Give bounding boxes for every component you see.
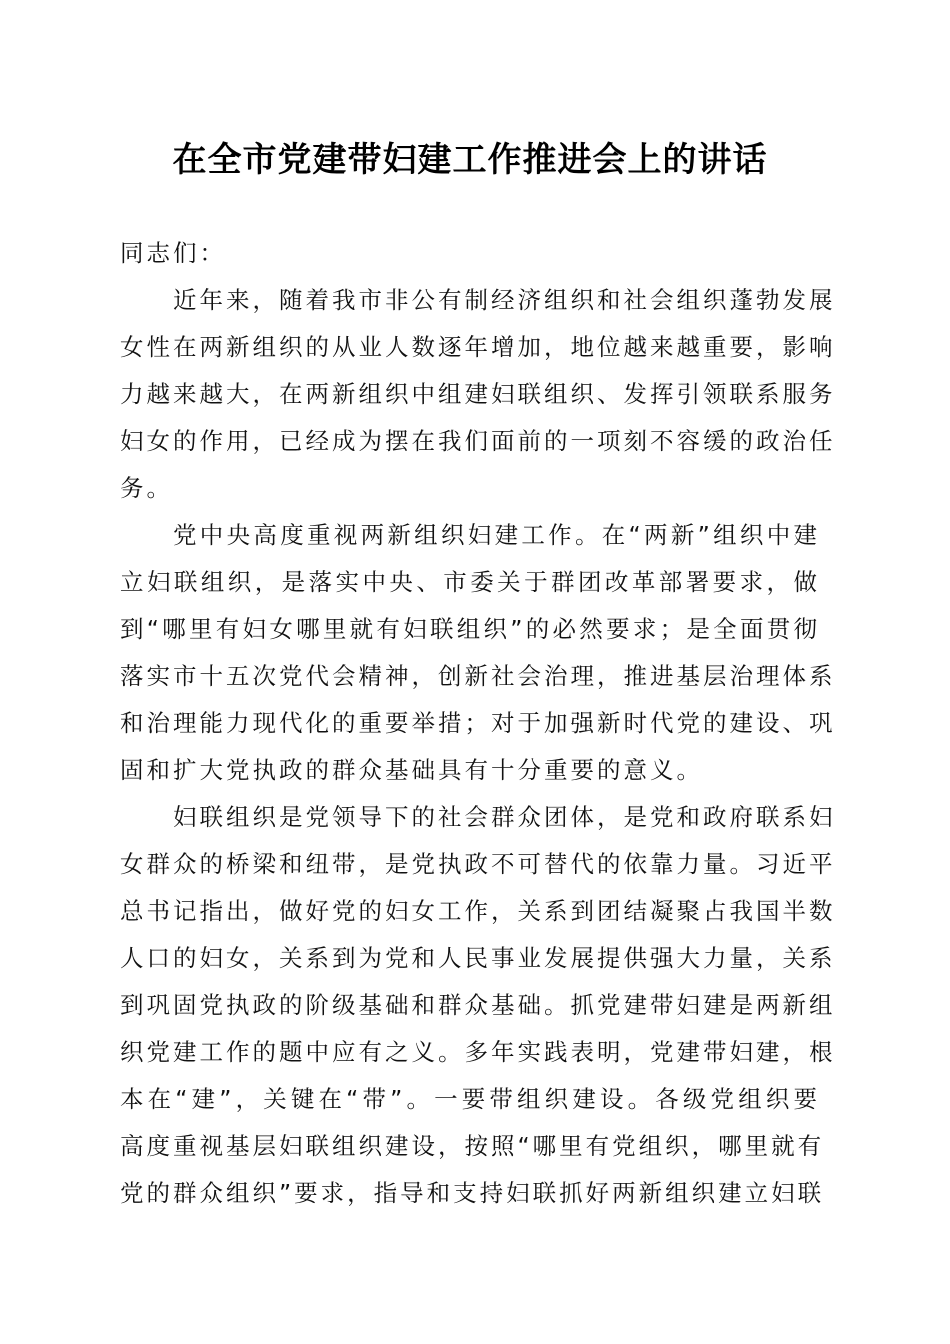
paragraph-1-line-3: 力越来越大，在两新组织中组建妇联组织、发挥引领联系服务: [120, 380, 836, 408]
paragraph-3-line-2: 女群众的桥梁和纽带，是党执政不可替代的依靠力量。习近平: [120, 850, 836, 878]
paragraph-3-line-9: 党的群众组织”要求，指导和支持妇联抓好两新组织建立妇联: [120, 1179, 825, 1207]
paragraph-1-line-4: 妇女的作用，已经成为摆在我们面前的一项刻不容缓的政治任: [120, 427, 836, 455]
paragraph-1-line-1: 近年来，随着我市非公有制经济组织和社会组织蓬勃发展: [173, 286, 836, 314]
paragraph-2-line-2: 立妇联组织，是落实中央、市委关于群团改革部署要求，做: [120, 568, 820, 596]
paragraph-1-line-5: 务。: [120, 474, 173, 502]
paragraph-1-line-2: 女性在两新组织的从业人数逐年增加，地位越来越重要，影响: [120, 333, 836, 361]
salutation: 同志们：: [120, 239, 226, 267]
paragraph-3-line-5: 到巩固党执政的阶级基础和群众基础。抓党建带妇建是两新组: [120, 991, 836, 1019]
paragraph-3-line-4: 人口的妇女，关系到为党和人民事业发展提供强大力量，关系: [120, 944, 836, 972]
paragraph-2-line-6: 固和扩大党执政的群众基础具有十分重要的意义。: [120, 756, 703, 784]
document-body: [120, 230, 836, 1217]
paragraph-3-line-3: 总书记指出，做好党的妇女工作，关系到团结凝聚占我国半数: [120, 897, 836, 925]
document-title: 在全市党建带妇建工作推进会上的讲话: [172, 140, 768, 180]
paragraph-2-line-1: 党中央高度重视两新组织妇建工作。在“两新”组织中建: [173, 521, 820, 549]
paragraph-3-line-8: 高度重视基层妇联组织建设，按照“哪里有党组织，哪里就有: [120, 1132, 825, 1160]
paragraph-2-line-4: 落实市十五次党代会精神，创新社会治理，推进基层治理体系: [120, 662, 836, 690]
paragraph-3-line-7: 本在“建”，关键在“带”。一要带组织建设。各级党组织要: [120, 1085, 820, 1113]
paragraph-3-line-6: 织党建工作的题中应有之义。多年实践表明，党建带妇建，根: [120, 1038, 836, 1066]
paragraph-2-line-5: 和治理能力现代化的重要举措；对于加强新时代党的建设、巩: [120, 709, 836, 737]
paragraph-3-line-1: 妇联组织是党领导下的社会群众团体，是党和政府联系妇: [173, 803, 836, 831]
paragraph-2-line-3: 到“哪里有妇女哪里就有妇联组织”的必然要求；是全面贯彻: [120, 615, 820, 643]
